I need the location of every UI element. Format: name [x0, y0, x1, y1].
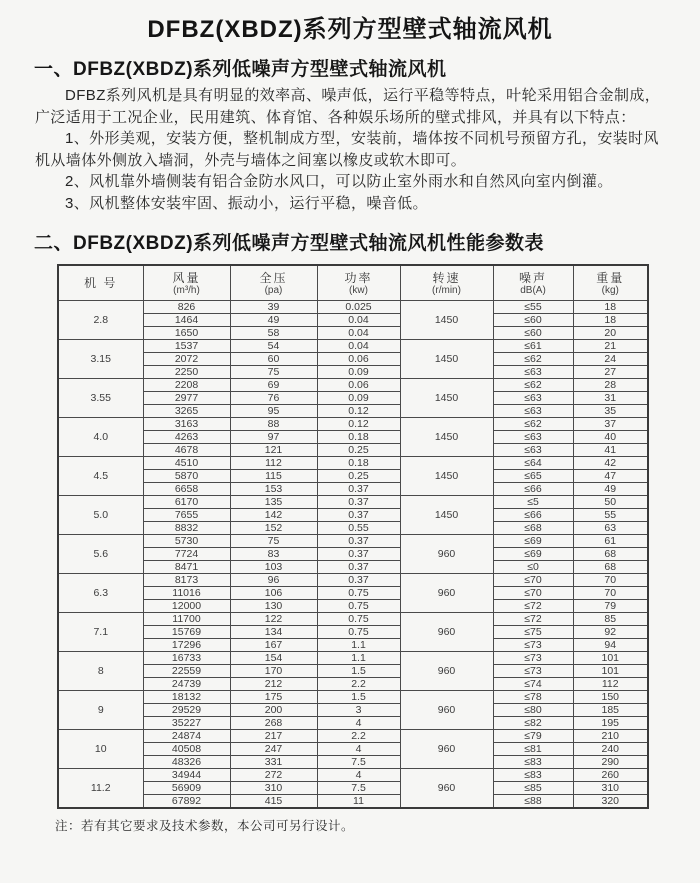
pressure-cell: 152 — [230, 522, 317, 535]
table-row — [58, 405, 648, 418]
flow-cell: 2977 — [143, 392, 230, 405]
pressure-cell: 76 — [230, 392, 317, 405]
power-cell: 0.25 — [317, 470, 400, 483]
pressure-cell: 49 — [230, 314, 317, 327]
flow-cell: 7724 — [143, 548, 230, 561]
col-header-label: 重量 — [596, 270, 625, 285]
table-body — [58, 301, 648, 809]
noise-cell: ≤65 — [493, 470, 573, 483]
noise-cell: ≤62 — [493, 418, 573, 431]
noise-cell: ≤61 — [493, 340, 573, 353]
flow-cell: 11700 — [143, 613, 230, 626]
weight-cell: 92 — [573, 626, 648, 639]
flow-cell: 5870 — [143, 470, 230, 483]
speed-cell: 1450 — [400, 496, 493, 535]
power-cell: 0.18 — [317, 431, 400, 444]
table-row — [58, 730, 648, 743]
flow-cell: 8173 — [143, 574, 230, 587]
model-cell: 4.0 — [58, 418, 143, 457]
pressure-cell: 122 — [230, 613, 317, 626]
col-header-power — [317, 265, 400, 301]
flow-cell: 5730 — [143, 535, 230, 548]
col-header-weight — [573, 265, 648, 301]
flow-cell: 2250 — [143, 366, 230, 379]
power-cell: 0.37 — [317, 548, 400, 561]
speed-cell: 1450 — [400, 418, 493, 457]
power-cell: 0.37 — [317, 535, 400, 548]
col-header-label: 转速 — [432, 270, 461, 285]
weight-cell: 42 — [573, 457, 648, 470]
table-row — [58, 392, 648, 405]
pressure-cell: 310 — [230, 782, 317, 795]
flow-cell: 6170 — [143, 496, 230, 509]
noise-cell: ≤0 — [493, 561, 573, 574]
pressure-cell: 96 — [230, 574, 317, 587]
table-row — [58, 496, 648, 509]
weight-cell: 18 — [573, 301, 648, 314]
flow-cell: 4678 — [143, 444, 230, 457]
pressure-cell: 175 — [230, 691, 317, 704]
flow-cell: 15769 — [143, 626, 230, 639]
table-row — [58, 561, 648, 574]
flow-cell: 826 — [143, 301, 230, 314]
pressure-cell: 88 — [230, 418, 317, 431]
noise-cell: ≤83 — [493, 769, 573, 782]
col-header-speed — [400, 265, 493, 301]
pressure-cell: 54 — [230, 340, 317, 353]
table-row — [58, 782, 648, 795]
weight-cell: 28 — [573, 379, 648, 392]
noise-cell: ≤62 — [493, 379, 573, 392]
table-row — [58, 340, 648, 353]
flow-cell: 11016 — [143, 587, 230, 600]
pressure-cell: 170 — [230, 665, 317, 678]
weight-cell: 101 — [573, 652, 648, 665]
noise-cell: ≤63 — [493, 392, 573, 405]
flow-cell: 1464 — [143, 314, 230, 327]
power-cell: 0.04 — [317, 340, 400, 353]
power-cell: 0.025 — [317, 301, 400, 314]
flow-cell: 24739 — [143, 678, 230, 691]
model-cell: 7.1 — [58, 613, 143, 652]
weight-cell: 20 — [573, 327, 648, 340]
flow-cell: 35227 — [143, 717, 230, 730]
pressure-cell: 106 — [230, 587, 317, 600]
table-row — [58, 301, 648, 314]
weight-cell: 40 — [573, 431, 648, 444]
noise-cell: ≤88 — [493, 795, 573, 809]
power-cell: 0.04 — [317, 314, 400, 327]
power-cell: 0.06 — [317, 379, 400, 392]
power-cell: 2.2 — [317, 730, 400, 743]
noise-cell: ≤55 — [493, 301, 573, 314]
col-header-unit: dB(A) — [520, 284, 546, 296]
power-cell: 7.5 — [317, 756, 400, 769]
table-header — [58, 265, 648, 301]
model-cell: 5.0 — [58, 496, 143, 535]
pressure-cell: 167 — [230, 639, 317, 652]
flow-cell: 3163 — [143, 418, 230, 431]
noise-cell: ≤78 — [493, 691, 573, 704]
flow-cell: 3265 — [143, 405, 230, 418]
model-cell: 8 — [58, 652, 143, 691]
table-row — [58, 678, 648, 691]
col-header-label: 全压 — [259, 270, 288, 285]
model-cell: 11.2 — [58, 769, 143, 809]
pressure-cell: 83 — [230, 548, 317, 561]
model-cell: 9 — [58, 691, 143, 730]
power-cell: 0.75 — [317, 600, 400, 613]
pressure-cell: 69 — [230, 379, 317, 392]
noise-cell: ≤83 — [493, 756, 573, 769]
table-row — [58, 548, 648, 561]
speed-cell: 1450 — [400, 379, 493, 418]
power-cell: 3 — [317, 704, 400, 717]
feature-point-3: 3、风机整体安装牢固、振动小，运行平稳，噪音低。 — [65, 194, 428, 212]
noise-cell: ≤73 — [493, 665, 573, 678]
table-row — [58, 769, 648, 782]
power-cell: 4 — [317, 769, 400, 782]
weight-cell: 49 — [573, 483, 648, 496]
weight-cell: 55 — [573, 509, 648, 522]
noise-cell: ≤85 — [493, 782, 573, 795]
weight-cell: 47 — [573, 470, 648, 483]
feature-point-1: 1、外形美观，安装方便，整机制成方型，安装前，墙体按不同机号预留方孔，安装时风机从墙体外侧放入墙洞，外壳与墙体之间塞以橡皮或软木即可。 — [35, 130, 659, 169]
noise-cell: ≤68 — [493, 522, 573, 535]
col-header-label: 噪声 — [518, 270, 547, 285]
pressure-cell: 97 — [230, 431, 317, 444]
col-header-label: 机 号 — [84, 276, 118, 290]
weight-cell: 24 — [573, 353, 648, 366]
pressure-cell: 153 — [230, 483, 317, 496]
weight-cell: 35 — [573, 405, 648, 418]
weight-cell: 320 — [573, 795, 648, 809]
power-cell: 0.12 — [317, 405, 400, 418]
table-row — [58, 665, 648, 678]
col-header-pressure — [230, 265, 317, 301]
col-header-label: 风量 — [172, 270, 201, 285]
weight-cell: 27 — [573, 366, 648, 379]
weight-cell: 290 — [573, 756, 648, 769]
flow-cell: 40508 — [143, 743, 230, 756]
table-note: 注：若有其它要求及技术参数，本公司可另行设计。 — [55, 819, 355, 833]
table-row — [58, 639, 648, 652]
table-row — [58, 327, 648, 340]
pressure-cell: 217 — [230, 730, 317, 743]
flow-cell: 67892 — [143, 795, 230, 809]
speed-cell: 960 — [400, 691, 493, 730]
feature-point-2: 2、风机靠外墙侧装有铝合金防水风口，可以防止室外雨水和自然风向室内倒灌。 — [65, 173, 613, 190]
power-cell: 0.09 — [317, 366, 400, 379]
table-row — [58, 431, 648, 444]
power-cell: 2.2 — [317, 678, 400, 691]
pressure-cell: 58 — [230, 327, 317, 340]
table-row — [58, 587, 648, 600]
speed-cell: 960 — [400, 535, 493, 574]
pressure-cell: 121 — [230, 444, 317, 457]
performance-table-wrapper — [57, 264, 647, 809]
power-cell: 0.12 — [317, 418, 400, 431]
weight-cell: 195 — [573, 717, 648, 730]
pressure-cell: 134 — [230, 626, 317, 639]
weight-cell: 85 — [573, 613, 648, 626]
pressure-cell: 75 — [230, 366, 317, 379]
speed-cell: 960 — [400, 769, 493, 809]
pressure-cell: 112 — [230, 457, 317, 470]
speed-cell: 1450 — [400, 457, 493, 496]
power-cell: 0.18 — [317, 457, 400, 470]
table-row — [58, 418, 648, 431]
model-cell: 6.3 — [58, 574, 143, 613]
noise-cell: ≤63 — [493, 431, 573, 444]
performance-table — [57, 264, 649, 809]
model-cell: 10 — [58, 730, 143, 769]
flow-cell: 1537 — [143, 340, 230, 353]
col-header-noise — [493, 265, 573, 301]
flow-cell: 34944 — [143, 769, 230, 782]
pressure-cell: 154 — [230, 652, 317, 665]
pressure-cell: 415 — [230, 795, 317, 809]
power-cell: 7.5 — [317, 782, 400, 795]
power-cell: 1.5 — [317, 691, 400, 704]
power-cell: 0.06 — [317, 353, 400, 366]
flow-cell: 16733 — [143, 652, 230, 665]
table-row — [58, 743, 648, 756]
pressure-cell: 135 — [230, 496, 317, 509]
noise-cell: ≤73 — [493, 639, 573, 652]
weight-cell: 101 — [573, 665, 648, 678]
power-cell: 0.25 — [317, 444, 400, 457]
noise-cell: ≤5 — [493, 496, 573, 509]
table-row — [58, 574, 648, 587]
weight-cell: 61 — [573, 535, 648, 548]
model-cell: 3.55 — [58, 379, 143, 418]
flow-cell: 48326 — [143, 756, 230, 769]
speed-cell: 960 — [400, 574, 493, 613]
noise-cell: ≤70 — [493, 587, 573, 600]
col-header-unit: (pa) — [264, 284, 283, 296]
weight-cell: 68 — [573, 548, 648, 561]
table-row — [58, 522, 648, 535]
table-row — [58, 353, 648, 366]
table-row — [58, 314, 648, 327]
table-header-row — [58, 265, 648, 301]
weight-cell: 41 — [573, 444, 648, 457]
pressure-cell: 200 — [230, 704, 317, 717]
flow-cell: 18132 — [143, 691, 230, 704]
table-row — [58, 626, 648, 639]
pressure-cell: 272 — [230, 769, 317, 782]
noise-cell: ≤69 — [493, 548, 573, 561]
flow-cell: 4263 — [143, 431, 230, 444]
pressure-cell: 95 — [230, 405, 317, 418]
table-row — [58, 691, 648, 704]
pressure-cell: 130 — [230, 600, 317, 613]
pressure-cell: 331 — [230, 756, 317, 769]
noise-cell: ≤62 — [493, 353, 573, 366]
flow-cell: 1650 — [143, 327, 230, 340]
col-header-model — [58, 265, 143, 301]
weight-cell: 31 — [573, 392, 648, 405]
pressure-cell: 247 — [230, 743, 317, 756]
power-cell: 0.37 — [317, 561, 400, 574]
noise-cell: ≤60 — [493, 314, 573, 327]
weight-cell: 21 — [573, 340, 648, 353]
speed-cell: 960 — [400, 652, 493, 691]
noise-cell: ≤66 — [493, 509, 573, 522]
col-header-unit: (m³/h) — [173, 284, 200, 296]
weight-cell: 18 — [573, 314, 648, 327]
weight-cell: 112 — [573, 678, 648, 691]
power-cell: 0.37 — [317, 496, 400, 509]
weight-cell: 260 — [573, 769, 648, 782]
power-cell: 0.37 — [317, 483, 400, 496]
section1-heading: 一、DFBZ(XBDZ)系列低噪声方型壁式轴流风机 — [34, 59, 447, 80]
weight-cell: 310 — [573, 782, 648, 795]
power-cell: 0.75 — [317, 587, 400, 600]
noise-cell: ≤75 — [493, 626, 573, 639]
table-row — [58, 717, 648, 730]
weight-cell: 94 — [573, 639, 648, 652]
noise-cell: ≤79 — [493, 730, 573, 743]
table-row — [58, 444, 648, 457]
noise-cell: ≤63 — [493, 405, 573, 418]
table-row — [58, 600, 648, 613]
noise-cell: ≤82 — [493, 717, 573, 730]
noise-cell: ≤60 — [493, 327, 573, 340]
table-row — [58, 535, 648, 548]
power-cell: 11 — [317, 795, 400, 809]
flow-cell: 4510 — [143, 457, 230, 470]
noise-cell: ≤64 — [493, 457, 573, 470]
table-row — [58, 795, 648, 809]
flow-cell: 7655 — [143, 509, 230, 522]
pressure-cell: 268 — [230, 717, 317, 730]
model-cell: 5.6 — [58, 535, 143, 574]
power-cell: 4 — [317, 717, 400, 730]
table-row — [58, 756, 648, 769]
noise-cell: ≤70 — [493, 574, 573, 587]
model-cell: 2.8 — [58, 301, 143, 340]
table-row — [58, 652, 648, 665]
weight-cell: 70 — [573, 587, 648, 600]
weight-cell: 63 — [573, 522, 648, 535]
flow-cell: 12000 — [143, 600, 230, 613]
power-cell: 1.1 — [317, 652, 400, 665]
noise-cell: ≤81 — [493, 743, 573, 756]
flow-cell: 2208 — [143, 379, 230, 392]
pressure-cell: 39 — [230, 301, 317, 314]
noise-cell: ≤72 — [493, 600, 573, 613]
flow-cell: 8471 — [143, 561, 230, 574]
weight-cell: 68 — [573, 561, 648, 574]
weight-cell: 185 — [573, 704, 648, 717]
weight-cell: 70 — [573, 574, 648, 587]
weight-cell: 240 — [573, 743, 648, 756]
power-cell: 0.55 — [317, 522, 400, 535]
weight-cell: 210 — [573, 730, 648, 743]
noise-cell: ≤72 — [493, 613, 573, 626]
power-cell: 1.5 — [317, 665, 400, 678]
noise-cell: ≤80 — [493, 704, 573, 717]
table-row — [58, 379, 648, 392]
model-cell: 4.5 — [58, 457, 143, 496]
pressure-cell: 103 — [230, 561, 317, 574]
flow-cell: 6658 — [143, 483, 230, 496]
speed-cell: 1450 — [400, 301, 493, 340]
section2-heading: 二、DFBZ(XBDZ)系列低噪声方型壁式轴流风机性能参数表 — [34, 233, 545, 254]
power-cell: 0.75 — [317, 626, 400, 639]
power-cell: 0.37 — [317, 574, 400, 587]
power-cell: 0.75 — [317, 613, 400, 626]
weight-cell: 79 — [573, 600, 648, 613]
pressure-cell: 212 — [230, 678, 317, 691]
pressure-cell: 142 — [230, 509, 317, 522]
power-cell: 4 — [317, 743, 400, 756]
col-header-unit: (kw) — [349, 284, 368, 296]
power-cell: 0.04 — [317, 327, 400, 340]
col-header-label: 功率 — [344, 270, 373, 285]
pressure-cell: 115 — [230, 470, 317, 483]
col-header-flow — [143, 265, 230, 301]
flow-cell: 22559 — [143, 665, 230, 678]
table-row — [58, 366, 648, 379]
noise-cell: ≤63 — [493, 444, 573, 457]
weight-cell: 37 — [573, 418, 648, 431]
table-row — [58, 457, 648, 470]
power-cell: 1.1 — [317, 639, 400, 652]
flow-cell: 8832 — [143, 522, 230, 535]
noise-cell: ≤74 — [493, 678, 573, 691]
pressure-cell: 75 — [230, 535, 317, 548]
power-cell: 0.37 — [317, 509, 400, 522]
weight-cell: 150 — [573, 691, 648, 704]
table-row — [58, 509, 648, 522]
table-row — [58, 613, 648, 626]
flow-cell: 24874 — [143, 730, 230, 743]
table-row — [58, 483, 648, 496]
page-title: DFBZ(XBDZ)系列方型壁式轴流风机 — [147, 16, 553, 43]
weight-cell: 50 — [573, 496, 648, 509]
power-cell: 0.09 — [317, 392, 400, 405]
table-row — [58, 704, 648, 717]
noise-cell: ≤73 — [493, 652, 573, 665]
noise-cell: ≤63 — [493, 366, 573, 379]
flow-cell: 56909 — [143, 782, 230, 795]
model-cell: 3.15 — [58, 340, 143, 379]
speed-cell: 960 — [400, 730, 493, 769]
flow-cell: 2072 — [143, 353, 230, 366]
pressure-cell: 60 — [230, 353, 317, 366]
section1-intro: DFBZ系列风机是具有明显的效率高、噪声低，运行平稳等特点，叶轮采用铝合金制成，广泛适用于工况企业，民用建筑、体育馆、各种娱乐场所的壁式排风，并具有以下特点： — [35, 87, 661, 126]
flow-cell: 17296 — [143, 639, 230, 652]
speed-cell: 960 — [400, 613, 493, 652]
noise-cell: ≤66 — [493, 483, 573, 496]
flow-cell: 29529 — [143, 704, 230, 717]
speed-cell: 1450 — [400, 340, 493, 379]
col-header-unit: (r/min) — [432, 284, 461, 296]
noise-cell: ≤69 — [493, 535, 573, 548]
table-row — [58, 470, 648, 483]
col-header-unit: (kg) — [601, 284, 619, 296]
